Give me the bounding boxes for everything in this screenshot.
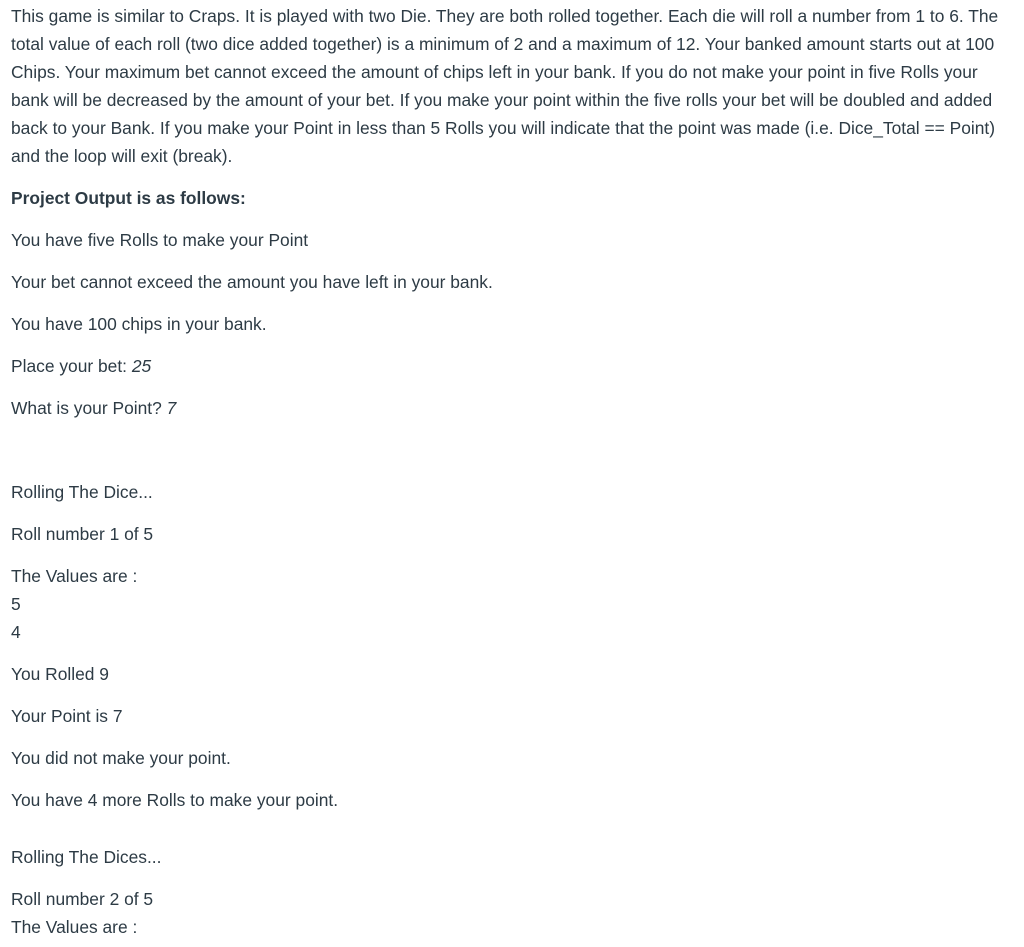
output-line-point [11,396,176,420]
output-line-five-rolls: You have five Rolls to make your Point [11,230,309,250]
output-line-values-label-2: The Values are : [11,917,138,937]
output-line-more-rolls: You have 4 more Rolls to make your point. [11,790,339,810]
output-line-bank: You have 100 chips in your bank. [11,314,267,334]
intro-paragraph: This game is similar to Craps. It is played with two Die. They are both rolled together. Each die will roll a number from 1 to 6. The total value of each roll (two dice added together) is a minimum of 2 and a maximum of 12. Your banked amount starts out at 100 Chips. Your maximum bet cannot exceed the amount of chips left in your bank. If you do not make your point in five Rolls your bank will be decreased by the amount of your bet. If you make your point within the five rolls your bet will be doubled and added back to your Bank. If you make your Point in less than 5 Rolls you will indicate that the point was made (i.e. Dice_Total == Point) and the loop will exit (break). [11,6,999,166]
output-line-values-label-1: The Values are : [11,566,138,586]
output-heading: Project Output is as follows: [11,188,246,208]
output-line-roll-number-1: Roll number 1 of 5 [11,524,154,544]
output-line-die-1: 5 [11,594,21,614]
point-prompt: What is your Point? [11,398,167,418]
output-line-bet [11,354,151,378]
output-line-rolled: You Rolled 9 [11,664,109,684]
output-line-bet-limit: Your bet cannot exceed the amount you have left in your bank. [11,272,493,292]
output-line-die-2: 4 [11,622,21,642]
output-line-rolling-2: Rolling The Dices... [11,847,162,867]
output-line-rolling-1: Rolling The Dice... [11,482,153,502]
bet-prompt: Place your bet: [11,356,132,376]
output-line-your-point: Your Point is 7 [11,706,123,726]
point-value: 7 [166,398,177,418]
output-line-not-made: You did not make your point. [11,748,231,768]
document-body [11,0,1011,937]
bet-value: 25 [131,356,152,376]
output-line-roll-number-2: Roll number 2 of 5 [11,889,154,909]
